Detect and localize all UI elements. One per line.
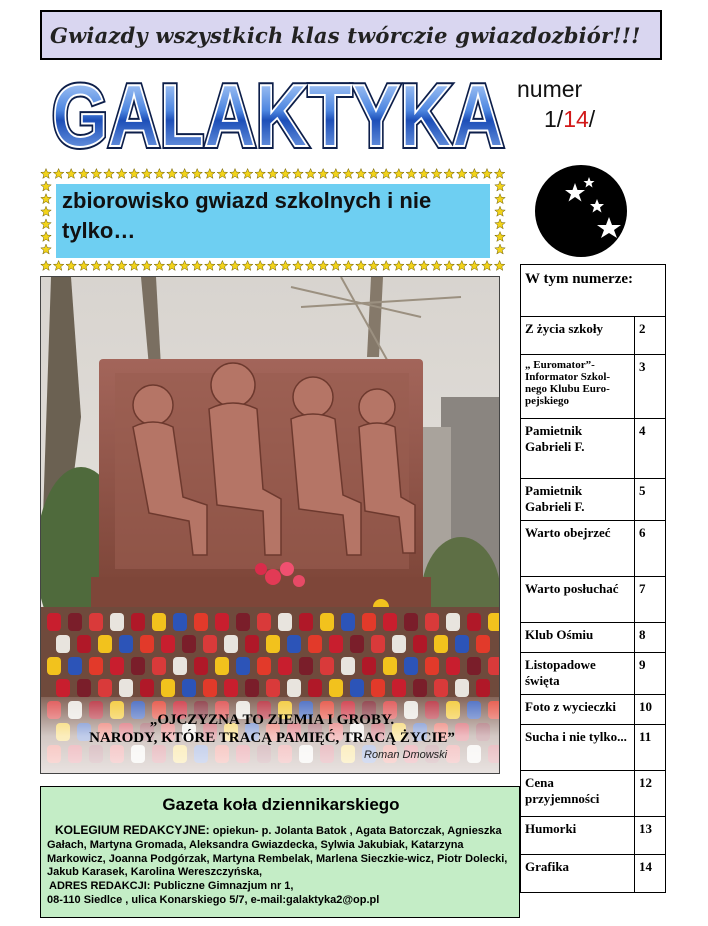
candle — [98, 679, 112, 697]
star-icon — [104, 169, 114, 179]
star-icon — [419, 169, 429, 179]
candle — [173, 657, 187, 675]
candle — [488, 613, 500, 631]
candle — [119, 635, 133, 653]
candle — [329, 635, 343, 653]
toc-item-page: 2 — [635, 317, 666, 355]
toc-item-page: 7 — [635, 577, 666, 623]
issue-label: numer — [517, 76, 583, 102]
candle — [257, 657, 271, 675]
toc-item-label[interactable]: Pamietnik Gabrieli F. — [521, 419, 635, 479]
star-icon — [41, 244, 51, 254]
star-icon — [482, 169, 492, 179]
address-line-1: ADRES REDAKCJI: Publiczne Gimnazjum nr 1, — [49, 880, 294, 893]
toc-item-label[interactable]: Z życia szkoły — [521, 317, 635, 355]
candle — [152, 657, 166, 675]
star-icon — [79, 169, 89, 179]
star-icon — [457, 169, 467, 179]
toc-item-page: 8 — [635, 623, 666, 653]
candle — [245, 679, 259, 697]
contents-heading: W tym numerze: — [521, 265, 666, 317]
star-icon — [381, 169, 391, 179]
star-icon — [356, 261, 366, 271]
toc-item-label[interactable]: Sucha i nie tylko... — [521, 725, 635, 771]
star-icon — [494, 261, 504, 271]
candle — [425, 613, 439, 631]
candle — [425, 657, 439, 675]
star-icon — [192, 169, 202, 179]
candle — [257, 613, 271, 631]
star-icon — [41, 169, 51, 179]
candle — [194, 657, 208, 675]
toc-item-page: 12 — [635, 771, 666, 817]
editorial-text — [47, 824, 517, 908]
candle — [173, 613, 187, 631]
quote-line-1: „OJCZYZNA TO ZIEMIA I GROBY. — [149, 712, 395, 728]
star-icon — [268, 261, 278, 271]
candle — [215, 613, 229, 631]
editorial-title: Gazeta koła dziennikarskiego — [162, 795, 400, 814]
star-icon — [394, 169, 404, 179]
candle — [341, 657, 355, 675]
candle — [413, 635, 427, 653]
star-icon — [293, 261, 303, 271]
star-icon — [305, 169, 315, 179]
candle — [467, 657, 481, 675]
toc-item-label[interactable]: Klub Ośmiu — [521, 623, 635, 653]
contents-table — [520, 264, 666, 893]
candle — [476, 679, 490, 697]
candle — [236, 613, 250, 631]
star-icon — [41, 181, 51, 191]
candle — [224, 679, 238, 697]
monument-photo — [40, 276, 500, 774]
candle — [392, 679, 406, 697]
star-icon — [255, 169, 265, 179]
candle — [56, 679, 70, 697]
star-icon — [66, 261, 76, 271]
board-label: KOLEGIUM REDAKCYJNE: — [55, 823, 210, 837]
toc-item-page: 4 — [635, 419, 666, 479]
candle — [287, 635, 301, 653]
candle — [98, 635, 112, 653]
candle — [131, 657, 145, 675]
candle — [308, 679, 322, 697]
star-icon — [79, 261, 89, 271]
star-icon — [280, 169, 290, 179]
star-icon — [41, 206, 51, 216]
star-icon — [368, 169, 378, 179]
star-icon — [495, 194, 505, 204]
slogan-text: Gwiazdy wszystkich klas twórczie gwiazdozbiór!!! — [50, 22, 641, 48]
candle — [383, 657, 397, 675]
candle — [182, 679, 196, 697]
svg-text:GALAKTYKA: GALAKTYKA — [52, 66, 504, 162]
star-icon — [495, 206, 505, 216]
star-icon — [154, 169, 164, 179]
slogan-banner — [40, 10, 662, 60]
star-icon — [356, 169, 366, 179]
candle — [308, 635, 322, 653]
star-icon — [179, 261, 189, 271]
galaktyka-logo — [46, 66, 510, 162]
candle — [476, 635, 490, 653]
candle — [371, 679, 385, 697]
star-icon — [41, 219, 51, 229]
candle — [287, 679, 301, 697]
candle — [68, 657, 82, 675]
candle — [320, 657, 334, 675]
toc-item-page: 14 — [635, 855, 666, 893]
candle — [77, 679, 91, 697]
star-icon — [179, 169, 189, 179]
toc-item-label[interactable]: Warto obejrzeć — [521, 521, 635, 577]
candle — [131, 613, 145, 631]
toc-item-page: 10 — [635, 695, 666, 725]
star-icon — [318, 261, 328, 271]
toc-item-label[interactable]: Listopadowe święta — [521, 653, 635, 695]
subtitle-text: zbiorowisko gwiazd szkolnych i nie tylko… — [62, 188, 432, 243]
toc-item-page: 11 — [635, 725, 666, 771]
star-icon — [91, 169, 101, 179]
toc-item-page: 3 — [635, 355, 666, 419]
toc-item-label[interactable]: „ Euromator”- Informator Szkol-nego Klubu Euro-pejskiego — [521, 355, 635, 419]
candle — [224, 635, 238, 653]
candle — [341, 613, 355, 631]
toc-item-page: 13 — [635, 817, 666, 855]
star-icon — [242, 169, 252, 179]
star-icon — [41, 261, 51, 271]
star-icon — [343, 169, 353, 179]
star-icon — [230, 261, 240, 271]
star-icon — [205, 261, 215, 271]
candle — [455, 635, 469, 653]
candle — [236, 657, 250, 675]
toc-item-label[interactable]: Warto posłuchać — [521, 577, 635, 623]
star-icon — [394, 261, 404, 271]
star-icon — [469, 169, 479, 179]
toc-item-page: 6 — [635, 521, 666, 577]
candle — [56, 635, 70, 653]
candle — [110, 657, 124, 675]
star-icon — [53, 169, 63, 179]
star-icon — [495, 219, 505, 229]
toc-item-page: 9 — [635, 653, 666, 695]
candle — [266, 635, 280, 653]
candle — [140, 679, 154, 697]
star-icon — [457, 261, 467, 271]
candle — [488, 657, 500, 675]
star-icon — [431, 169, 441, 179]
candle — [161, 679, 175, 697]
star-icon — [280, 261, 290, 271]
candle — [434, 635, 448, 653]
photo-scene — [41, 277, 500, 774]
star-icon — [53, 261, 63, 271]
star-icon — [41, 232, 51, 242]
candle — [350, 679, 364, 697]
logo-text: GALAKTYKA — [52, 66, 504, 162]
candle — [278, 657, 292, 675]
candle — [362, 613, 376, 631]
star-icon — [482, 261, 492, 271]
candle — [110, 613, 124, 631]
candle — [467, 613, 481, 631]
candle — [278, 613, 292, 631]
toc-item-label[interactable]: Grafika — [521, 855, 635, 893]
candle — [203, 635, 217, 653]
candle — [119, 679, 133, 697]
star-icon — [495, 244, 505, 254]
star-icon — [230, 169, 240, 179]
candle — [140, 635, 154, 653]
star-icon — [343, 261, 353, 271]
toc-item-label[interactable]: Foto z wycieczki — [521, 695, 635, 725]
star-icon — [368, 261, 378, 271]
toc-item-label[interactable]: Cena przyjemności — [521, 771, 635, 817]
star-icon — [331, 261, 341, 271]
candle — [320, 613, 334, 631]
star-icon — [419, 261, 429, 271]
candle — [68, 613, 82, 631]
toc-item-page: 5 — [635, 479, 666, 521]
candle — [203, 679, 217, 697]
star-icon — [154, 261, 164, 271]
toc-item-label[interactable]: Humorki — [521, 817, 635, 855]
toc-item-label[interactable]: Pamietnik Gabrieli F. — [521, 479, 635, 521]
star-icon — [406, 169, 416, 179]
candle — [434, 679, 448, 697]
star-icon — [331, 169, 341, 179]
moon-stars-icon — [533, 163, 629, 259]
candle — [215, 657, 229, 675]
star-icon — [129, 261, 139, 271]
candle — [47, 613, 61, 631]
star-icon — [104, 261, 114, 271]
star-icon — [318, 169, 328, 179]
star-icon — [129, 169, 139, 179]
star-icon — [41, 194, 51, 204]
candle — [266, 679, 280, 697]
star-icon — [431, 261, 441, 271]
candle — [89, 657, 103, 675]
star-icon — [495, 181, 505, 191]
candle — [299, 657, 313, 675]
editorial-box — [40, 786, 520, 918]
candle — [350, 635, 364, 653]
candle — [371, 635, 385, 653]
star-icon — [142, 261, 152, 271]
candle — [182, 635, 196, 653]
quote-author: Roman Dmowski — [364, 749, 448, 761]
star-icon — [66, 169, 76, 179]
candle — [446, 657, 460, 675]
candle — [245, 635, 259, 653]
star-icon — [444, 261, 454, 271]
star-icon — [217, 261, 227, 271]
star-icon — [293, 169, 303, 179]
star-icon — [142, 169, 152, 179]
address-line-2[interactable]: 08-110 Siedlce , ulica Konarskiego 5/7, e-mail:galaktyka2@op.pl — [47, 893, 380, 906]
candle — [161, 635, 175, 653]
quote-line-2: NARODY, KTÓRE TRACĄ PAMIĘĆ, TRACĄ ŻYCIE” — [89, 730, 455, 746]
star-icon — [305, 261, 315, 271]
star-icon — [167, 261, 177, 271]
candle — [194, 613, 208, 631]
candle — [47, 657, 61, 675]
candle — [77, 635, 91, 653]
candle — [455, 679, 469, 697]
candle — [299, 613, 313, 631]
star-icon — [217, 169, 227, 179]
board-members: opiekun- p. Jolanta Batok , Agata Batorczak, Agnieszka Gałach, Martyna Gromada, Aleksandra Gwiazdecka, Sylwia Jakubiak, Katarzyna Markowicz, Joanna Podgórzak, Martyna Rembelak, Marlena Sieczkie-wicz, Piotr Dolecki, Jakub Karasek, Karolina Wereszczyńska, — [47, 825, 508, 879]
candle — [404, 657, 418, 675]
star-icon — [255, 261, 265, 271]
star-icon — [205, 169, 215, 179]
candle — [362, 657, 376, 675]
star-icon — [381, 261, 391, 271]
candle — [404, 613, 418, 631]
subtitle-box — [56, 184, 490, 258]
candle — [446, 613, 460, 631]
issue-number: 1/14/ — [544, 106, 596, 132]
star-icon — [495, 232, 505, 242]
candle — [413, 679, 427, 697]
star-icon — [192, 261, 202, 271]
candle — [89, 613, 103, 631]
star-icon — [91, 261, 101, 271]
star-icon — [167, 169, 177, 179]
candle — [383, 613, 397, 631]
candle — [152, 613, 166, 631]
candle — [329, 679, 343, 697]
star-icon — [116, 261, 126, 271]
star-icon — [406, 261, 416, 271]
star-icon — [494, 169, 504, 179]
star-icon — [116, 169, 126, 179]
star-icon — [242, 261, 252, 271]
star-icon — [444, 169, 454, 179]
candle — [392, 635, 406, 653]
star-icon — [469, 261, 479, 271]
star-icon — [268, 169, 278, 179]
